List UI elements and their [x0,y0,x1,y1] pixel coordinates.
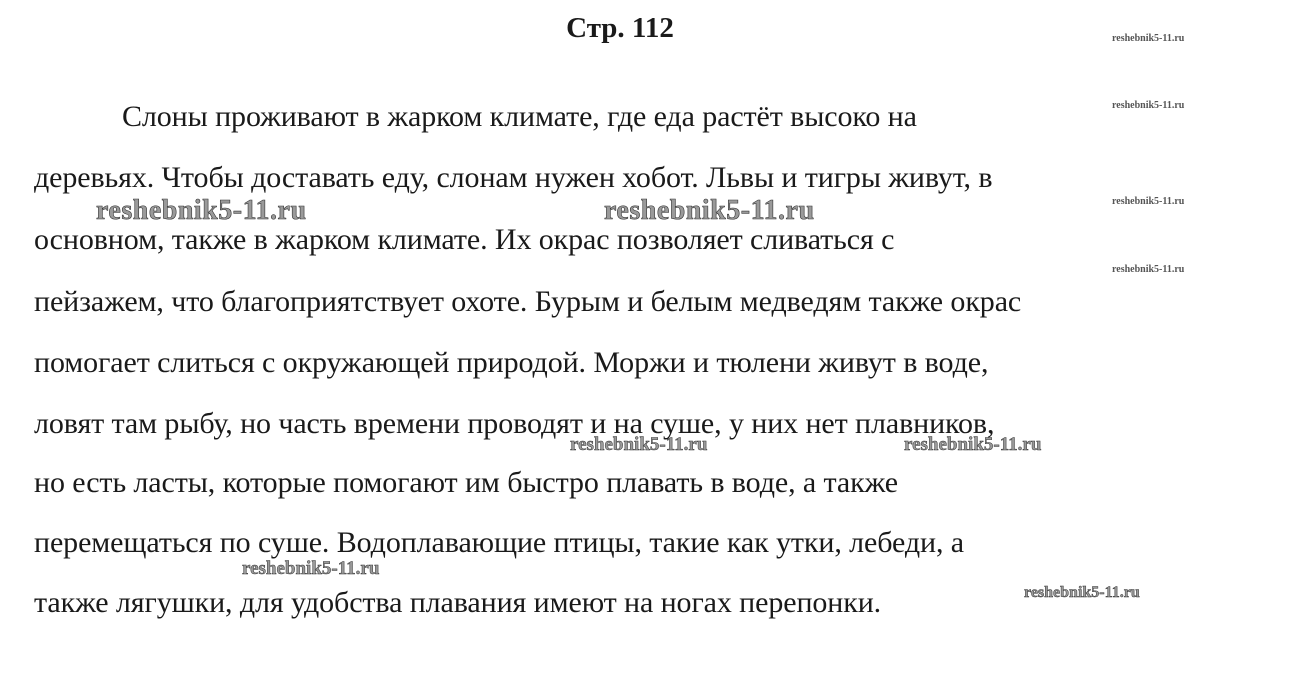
watermark-small-1: reshebnik5-11.ru [1112,33,1185,44]
text-line: ловят там рыбу, но часть времени проводят и на суше, у них нет плавников, [34,407,995,440]
watermark-small-3: reshebnik5-11.ru [1112,196,1185,207]
page-title: Стр. 112 [566,12,674,44]
text-line: помогает слиться с окружающей природой. Моржи и тюлени живут в воде, [34,346,989,379]
text-line: но есть ласты, которые помогают им быстро плавать в воде, а также [34,466,899,499]
watermark-small-4: reshebnik5-11.ru [1112,264,1185,275]
watermark-mid-2: reshebnik5-11.ru [904,434,1042,455]
watermark-mid-1: reshebnik5-11.ru [570,434,708,455]
text-line: также лягушки, для удобства плавания имеют на ногах перепонки. [34,586,882,619]
watermark-mid-4: reshebnik5-11.ru [1024,584,1140,601]
watermark-mid-3: reshebnik5-11.ru [242,558,380,579]
text-line: деревьях. Чтобы доставать еду, слонам нужен хобот. Львы и тигры живут, в [34,161,993,194]
watermark-small-2: reshebnik5-11.ru [1112,100,1185,111]
watermark-large-1: reshebnik5-11.ru [96,195,307,226]
text-line: основном, также в жарком климате. Их окрас позволяет сливаться с [34,223,895,256]
text-line: перемещаться по суше. Водоплавающие птицы, такие как утки, лебеди, а [34,526,964,559]
text-line: Слоны проживают в жарком климате, где еда растёт высоко на [122,100,917,133]
text-line: пейзажем, что благоприятствует охоте. Бурым и белым медведям также окрас [34,285,1022,318]
watermark-large-2: reshebnik5-11.ru [604,195,815,226]
